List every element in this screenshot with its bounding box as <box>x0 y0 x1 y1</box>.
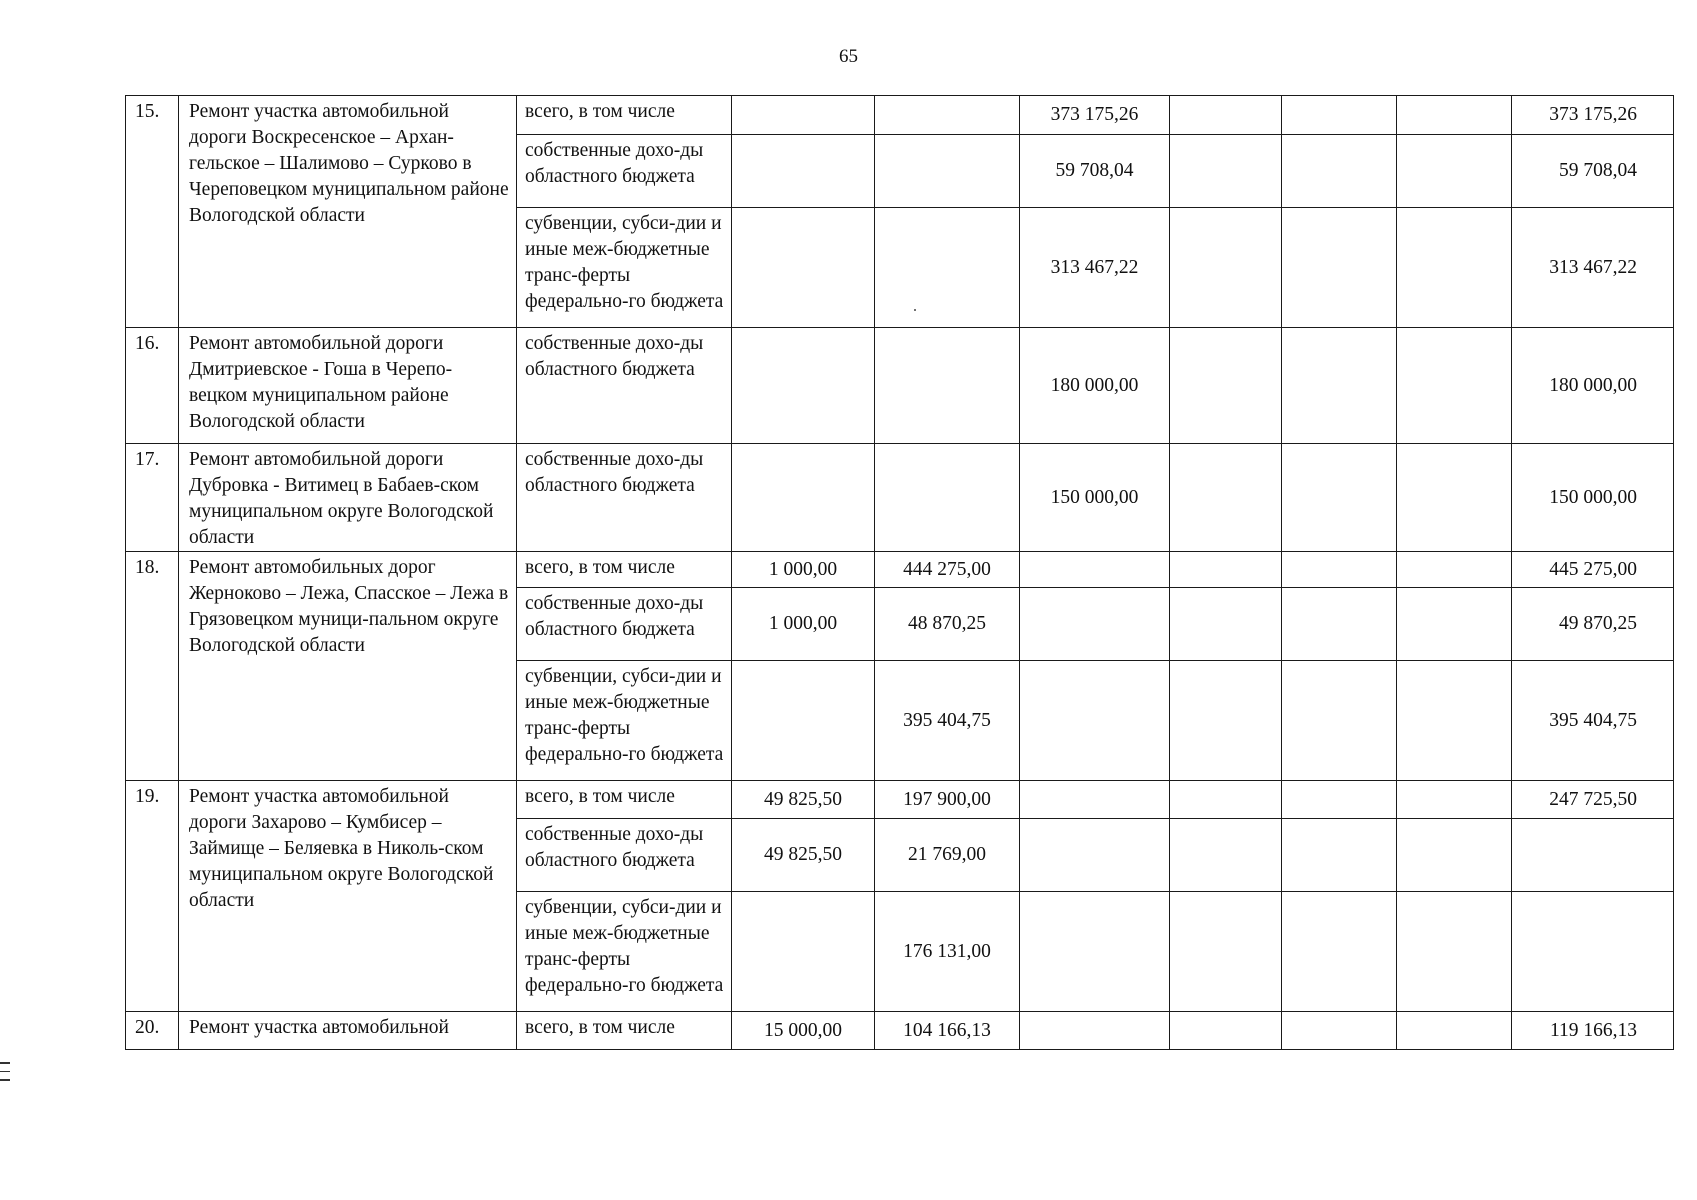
empty-col6 <box>1397 552 1512 588</box>
empty-col5 <box>1282 552 1397 588</box>
amount-col1 <box>732 96 875 135</box>
amount-col1 <box>732 328 875 444</box>
funding-source: всего, в том числе <box>517 552 732 588</box>
empty-col6 <box>1397 208 1512 328</box>
empty-col4 <box>1170 1012 1282 1050</box>
object-name: Ремонт автомобильной дороги Дмитриевское - Гоша в Черепо-вецком муниципальном районе Вологодской области <box>179 328 517 444</box>
empty-col5 <box>1282 781 1397 819</box>
empty-col6 <box>1397 588 1512 661</box>
funding-source: собственные дохо-ды областного бюджета <box>517 328 732 444</box>
funding-source: субвенции, субси-дии и иные меж-бюджетные транс-ферты федерально-го бюджета <box>517 892 732 1012</box>
row-number: 19. <box>126 781 179 1012</box>
empty-col4 <box>1170 661 1282 781</box>
object-name: Ремонт участка автомобильной дороги Воскресенское – Архан-гельское – Шалимово – Сурково в Череповецком муниципальном районе Вологодской области <box>179 96 517 328</box>
empty-col5 <box>1282 135 1397 208</box>
amount-col1: 1 000,00 <box>732 552 875 588</box>
empty-col4 <box>1170 819 1282 892</box>
amount-col2 <box>875 135 1020 208</box>
amount-total: 150 000,00 <box>1512 444 1674 552</box>
amount-col1: 49 825,50 <box>732 781 875 819</box>
amount-total <box>1512 892 1674 1012</box>
amount-col2: 48 870,25 <box>875 588 1020 661</box>
object-name: Ремонт автомобильной дороги Дубровка - Витимец в Бабаев-ском муниципальном округе Вологодской области <box>179 444 517 552</box>
amount-col2 <box>875 328 1020 444</box>
table-row <box>126 552 1674 588</box>
funding-source: субвенции, субси-дии и иные меж-бюджетные транс-ферты федерально-го бюджета <box>517 208 732 328</box>
amount-col3: 180 000,00 <box>1020 328 1170 444</box>
empty-col4 <box>1170 444 1282 552</box>
amount-col2: 176 131,00 <box>875 892 1020 1012</box>
amount-total: 180 000,00 <box>1512 328 1674 444</box>
amount-col3: 150 000,00 <box>1020 444 1170 552</box>
amount-col2: 395 404,75 <box>875 661 1020 781</box>
empty-col4 <box>1170 208 1282 328</box>
amount-total <box>1512 819 1674 892</box>
scan-speck <box>914 309 916 311</box>
amount-total: 445 275,00 <box>1512 552 1674 588</box>
page-number: 65 <box>839 46 858 67</box>
amount-col3 <box>1020 1012 1170 1050</box>
budget-table <box>125 95 1674 1050</box>
row-number: 18. <box>126 552 179 781</box>
amount-col3 <box>1020 552 1170 588</box>
amount-col1: 15 000,00 <box>732 1012 875 1050</box>
table-row <box>126 328 1674 444</box>
amount-col3 <box>1020 781 1170 819</box>
object-name: Ремонт участка автомобильной <box>179 1012 517 1050</box>
empty-col4 <box>1170 588 1282 661</box>
empty-col4 <box>1170 552 1282 588</box>
empty-col5 <box>1282 444 1397 552</box>
empty-col6 <box>1397 661 1512 781</box>
object-name: Ремонт автомобильных дорог Жерноково – Лежа, Спасское – Лежа в Грязовецком муници-пальном округе Вологодской области <box>179 552 517 781</box>
amount-col1: 1 000,00 <box>732 588 875 661</box>
amount-col2 <box>875 444 1020 552</box>
empty-col4 <box>1170 135 1282 208</box>
table-row <box>126 444 1674 552</box>
object-name: Ремонт участка автомобильной дороги Захарово – Кумбисер – Займище – Беляевка в Николь-ском муниципальном округе Вологодской области <box>179 781 517 1012</box>
amount-col1 <box>732 444 875 552</box>
row-number: 17. <box>126 444 179 552</box>
empty-col6 <box>1397 135 1512 208</box>
amount-col1: 49 825,50 <box>732 819 875 892</box>
amount-total: 119 166,13 <box>1512 1012 1674 1050</box>
table-row <box>126 96 1674 135</box>
empty-col6 <box>1397 781 1512 819</box>
row-number: 16. <box>126 328 179 444</box>
table-row <box>126 1012 1674 1050</box>
amount-col3 <box>1020 819 1170 892</box>
funding-source: собственные дохо-ды областного бюджета <box>517 588 732 661</box>
funding-source: всего, в том числе <box>517 781 732 819</box>
amount-total: 49 870,25 <box>1512 588 1674 661</box>
empty-col5 <box>1282 208 1397 328</box>
funding-source: собственные дохо-ды областного бюджета <box>517 135 732 208</box>
amount-col3 <box>1020 588 1170 661</box>
empty-col4 <box>1170 892 1282 1012</box>
funding-source: собственные дохо-ды областного бюджета <box>517 819 732 892</box>
amount-col3: 313 467,22 <box>1020 208 1170 328</box>
amount-col3: 59 708,04 <box>1020 135 1170 208</box>
empty-col5 <box>1282 1012 1397 1050</box>
empty-col6 <box>1397 819 1512 892</box>
empty-col5 <box>1282 96 1397 135</box>
empty-col6 <box>1397 328 1512 444</box>
funding-source: собственные дохо-ды областного бюджета <box>517 444 732 552</box>
empty-col6 <box>1397 892 1512 1012</box>
amount-col2 <box>875 208 1020 328</box>
amount-total: 395 404,75 <box>1512 661 1674 781</box>
row-number: 20. <box>126 1012 179 1050</box>
amount-total: 59 708,04 <box>1512 135 1674 208</box>
funding-source: всего, в том числе <box>517 1012 732 1050</box>
amount-col1 <box>732 661 875 781</box>
table-row <box>126 781 1674 819</box>
empty-col6 <box>1397 1012 1512 1050</box>
amount-col2: 197 900,00 <box>875 781 1020 819</box>
funding-source: всего, в том числе <box>517 96 732 135</box>
amount-total: 247 725,50 <box>1512 781 1674 819</box>
empty-col5 <box>1282 328 1397 444</box>
row-number: 15. <box>126 96 179 328</box>
amount-col2: 444 275,00 <box>875 552 1020 588</box>
empty-col5 <box>1282 588 1397 661</box>
amount-total: 313 467,22 <box>1512 208 1674 328</box>
amount-total: 373 175,26 <box>1512 96 1674 135</box>
empty-col5 <box>1282 661 1397 781</box>
amount-col1 <box>732 892 875 1012</box>
amount-col2 <box>875 96 1020 135</box>
amount-col3 <box>1020 661 1170 781</box>
empty-col5 <box>1282 892 1397 1012</box>
margin-marks <box>0 1062 10 1088</box>
amount-col2: 104 166,13 <box>875 1012 1020 1050</box>
amount-col1 <box>732 135 875 208</box>
empty-col4 <box>1170 328 1282 444</box>
empty-col4 <box>1170 96 1282 135</box>
amount-col3: 373 175,26 <box>1020 96 1170 135</box>
empty-col5 <box>1282 819 1397 892</box>
amount-col1 <box>732 208 875 328</box>
amount-col2: 21 769,00 <box>875 819 1020 892</box>
empty-col6 <box>1397 444 1512 552</box>
amount-col3 <box>1020 892 1170 1012</box>
empty-col4 <box>1170 781 1282 819</box>
empty-col6 <box>1397 96 1512 135</box>
funding-source: субвенции, субси-дии и иные меж-бюджетные транс-ферты федерально-го бюджета <box>517 661 732 781</box>
